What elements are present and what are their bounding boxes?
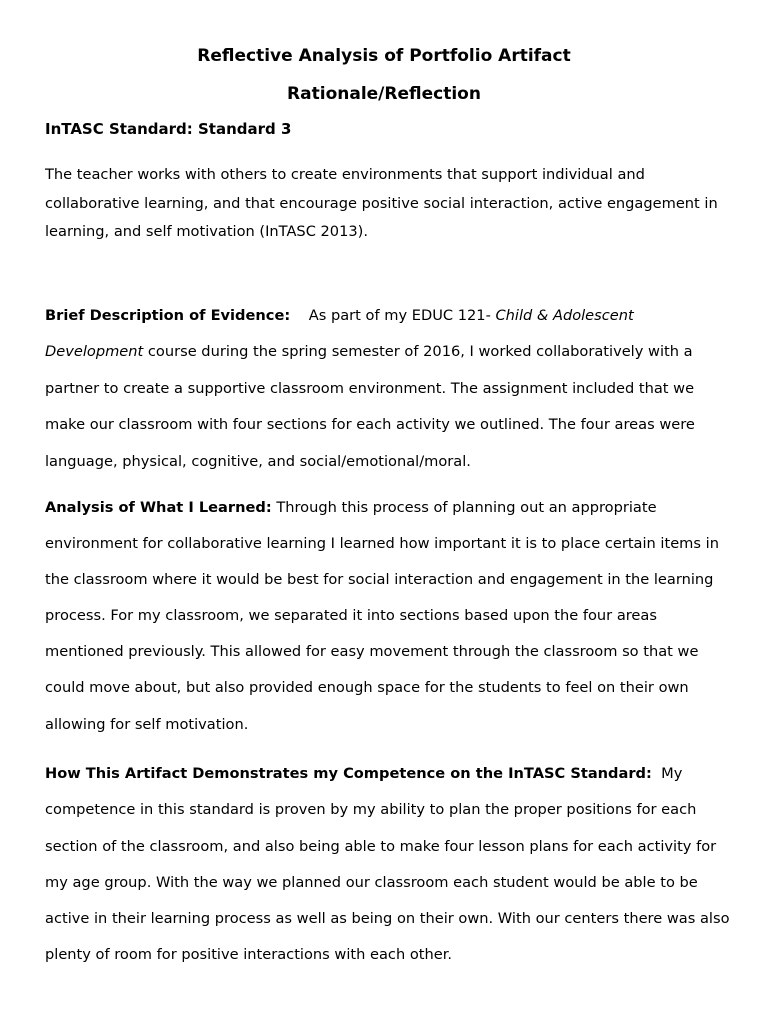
analysis-text: Through this process of planning out an appropriate environment for collaborative learning I learned how important it is to place certain items in the classroom where it would be best for social interaction and engagement in the learning process. For my classroom, we separated it into sections based upon the four areas mentioned previously. This allowed for easy movement through the classroom so that we could move about, but also provided enough space for the students to feel on their own allowing for self motivation. [45, 499, 719, 733]
standard-value: Standard 3 [197, 120, 292, 138]
analysis-label: Analysis of What I Learned: [45, 499, 272, 516]
standard-label: InTASC Standard: [45, 120, 193, 138]
course-title: Child & Adolescent Development [45, 307, 634, 361]
brief-text-before: As part of my EDUC 121- [308, 307, 496, 324]
standard-line [45, 119, 291, 139]
brief-text-after: course during the spring semester of 2016, I worked collaboratively with a partner to create a supportive classroom environment. The assignment included that we make our classroom with four sections for each activity we outlined. The four areas were language, physical, cognitive, and social/emotional/moral. [45, 343, 695, 470]
brief-description-paragraph [45, 298, 735, 480]
document-subtitle: Rationale/Reflection [287, 84, 481, 104]
brief-description-label: Brief Description of Evidence: [45, 307, 291, 324]
competence-text: My competence in this standard is proven by my ability to plan the proper positions for each section of the classroom, and also being able to make four lesson plans for each activity for my age group. With the way we planned our classroom each student would be able to be active in their learning process as well as being on their own. With our centers there was also plenty of room for positive interactions with each other. [45, 765, 730, 964]
document-title: Reflective Analysis of Portfolio Artifact [197, 46, 571, 66]
competence-label: How This Artifact Demonstrates my Competence on the InTASC Standard: [45, 765, 652, 782]
competence-paragraph [45, 756, 735, 974]
analysis-paragraph [45, 490, 735, 743]
standard-description: The teacher works with others to create environments that support individual and collaborative learning, and that encourage positive social interaction, active engagement in learning, and self motivation (InTASC 2013). [45, 166, 718, 241]
